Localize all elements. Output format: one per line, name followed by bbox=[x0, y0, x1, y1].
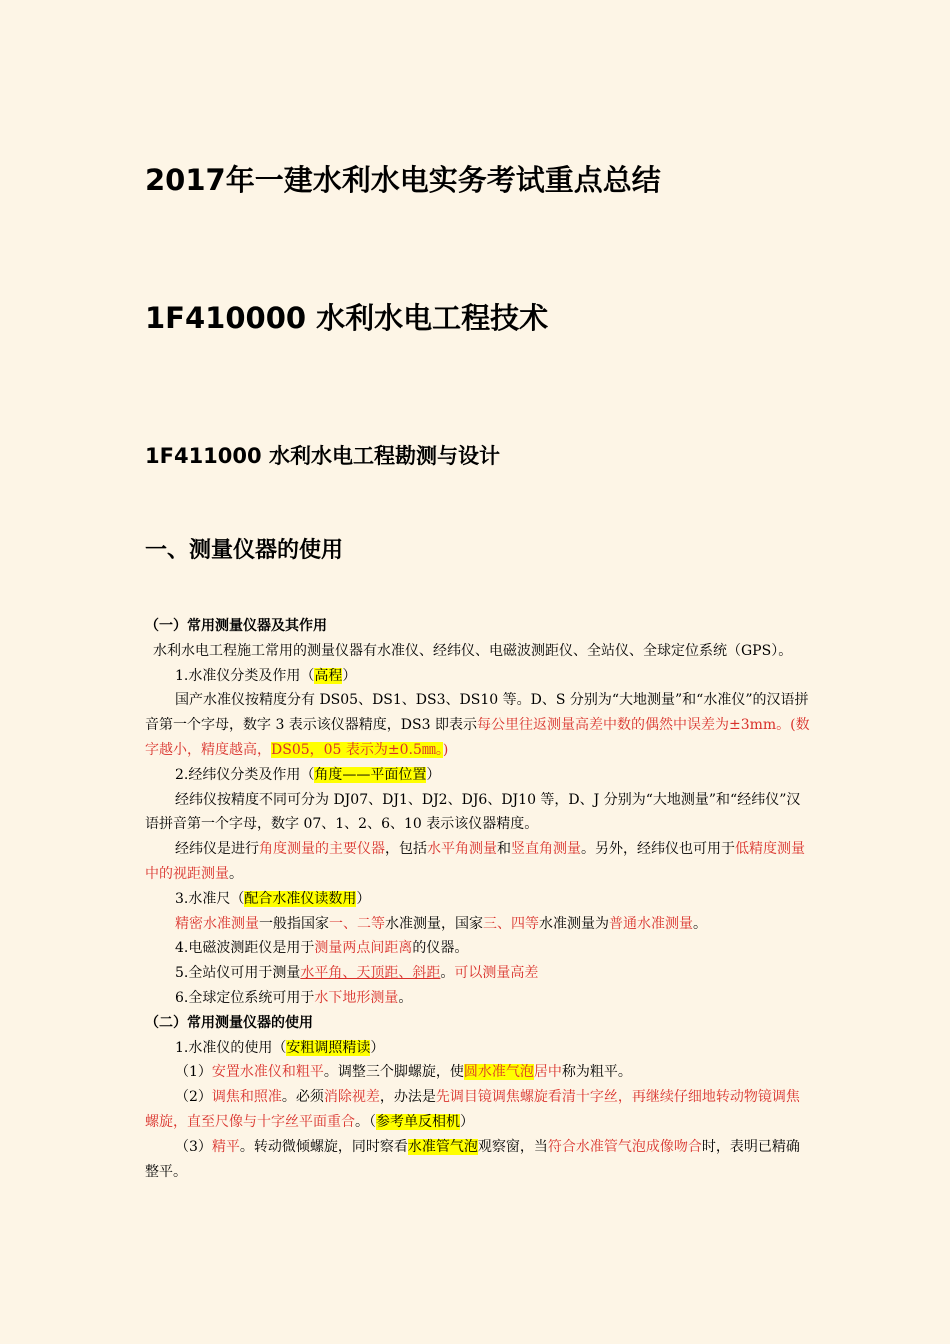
intro-paragraph: 水利水电工程施工常用的测量仪器有水准仪、经纬仪、电磁波测距仪、全站仪、全球定位系统（GPS）。 bbox=[153, 642, 793, 659]
part-heading: 1F410000 水利水电工程技术 bbox=[145, 301, 549, 335]
subsection-heading-1: （一）常用测量仪器及其作用 bbox=[145, 618, 327, 634]
paragraph: 精密水准测量一般指国家一、二等水准测量，国家三、四等水准测量为普通水准测量。 bbox=[175, 915, 707, 932]
chapter-heading: 1F411000 水利水电工程勘测与设计 bbox=[145, 444, 500, 468]
paragraph: 5.全站仪可用于测量水平角、天顶距、斜距。可以测量高差 bbox=[175, 965, 539, 982]
paragraph: 3.水准尺（配合水准仪读数用） bbox=[175, 890, 371, 907]
paragraph: 2.经纬仪分类及作用（角度——平面位置） bbox=[175, 766, 441, 783]
paragraph: 经纬仪按精度不同可分为 DJ07、DJ1、DJ2、DJ6、DJ10 等，D、J 分别为“大地测量”和“经纬仪”汉语拼音第一个字母，数字 07、1、2、6、10 表示该仪器精度。 bbox=[145, 791, 801, 833]
paragraph: 6.全球定位系统可用于水下地形测量。 bbox=[175, 989, 413, 1006]
paragraph: （2）调焦和照准。必须消除视差，办法是先调目镜调焦螺旋看清十字丝，再继续仔细地转动物镜调焦螺旋，直至尺像与十字丝平面重合。（参考单反相机） bbox=[145, 1089, 800, 1130]
paragraph: 国产水准仪按精度分有 DS05、DS1、DS3、DS10 等。D、S 分别为“大地测量”和“水准仪”的汉语拼音第一个字母，数字 3 表示该仪器精度，DS3 即表示每公里往返测量高差中数的偶然中误差为±3mm。(数字越小，精度越高，DS05，05 表示为±0.5㎜。) bbox=[145, 692, 810, 758]
document-body bbox=[145, 614, 813, 1184]
paragraph: 1.水准仪分类及作用（高程） bbox=[175, 667, 357, 684]
paragraph: 经纬仪是进行角度测量的主要仪器，包括水平角测量和竖直角测量。另外，经纬仪也可用于低精度测量中的视距测量。 bbox=[145, 841, 805, 882]
paragraph: 4.电磁波测距仪是用于测量两点间距离的仪器。 bbox=[175, 940, 469, 957]
subsection-heading-2: （二）常用测量仪器的使用 bbox=[145, 1014, 313, 1031]
document-title: 2017年一建水利水电实务考试重点总结 bbox=[145, 163, 661, 197]
paragraph: （1）安置水准仪和粗平。调整三个脚螺旋，使圆水准气泡居中称为粗平。 bbox=[175, 1064, 632, 1081]
paragraph: 1.水准仪的使用（安粗调照精读） bbox=[175, 1039, 385, 1056]
section-heading: 一、测量仪器的使用 bbox=[145, 538, 344, 563]
paragraph: （3）精平。转动微倾螺旋，同时察看水准管气泡观察窗，当符合水准管气泡成像吻合时，表明已精确整平。 bbox=[145, 1138, 800, 1180]
